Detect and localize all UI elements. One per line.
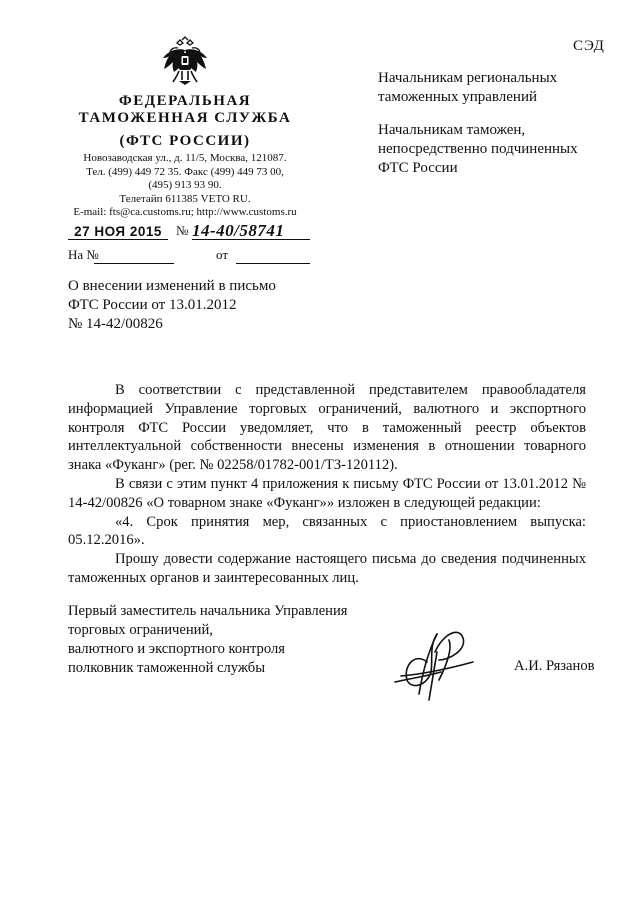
org-name-line1: ФЕДЕРАЛЬНАЯ	[118, 93, 252, 109]
handwritten-signature-icon	[393, 616, 477, 702]
body-paragraph: В соответствии с представленной представителем правообладателя информацией Управление торговых ограничений, валютного и экспортного контроля ФТС России уведомляет, что в таможенный реестр объектов интеллектуальной собственности внесены изменения в отношении товарного знака «Фуканг» (рег. № 02258/01782-001/ТЗ-120112).	[68, 382, 586, 474]
date-underline	[68, 239, 168, 240]
signer-position	[68, 602, 388, 678]
org-teletype: Телетайп 611385 VETO RU.	[119, 192, 251, 205]
ref-from-label: от	[216, 247, 229, 262]
addressee-line: непосредственно подчиненных	[378, 141, 578, 157]
signer-line: Первый заместитель начальника Управления	[68, 603, 348, 619]
ref-date-blank	[236, 263, 310, 264]
body-paragraph: «4. Срок принятия мер, связанных с приостановлением выпуска: 05.12.2016».	[68, 513, 586, 549]
letter-body	[68, 381, 586, 588]
addressee-block	[378, 69, 618, 178]
org-name-line2: ТАМОЖЕННАЯ СЛУЖБА	[78, 110, 292, 126]
addressee-customs	[378, 121, 618, 178]
body-paragraph: Прошу довести содержание настоящего письма до сведения подчиненных таможенных органов и заинтересованных лиц.	[68, 551, 586, 586]
addressee-line: Начальникам таможен,	[378, 122, 526, 138]
registration-row	[68, 222, 313, 242]
addressee-line: Начальникам региональных	[378, 70, 558, 86]
subject-line: О внесении изменений в письмо	[68, 278, 276, 294]
addressee-line: ФТС России	[378, 160, 458, 176]
reference-row	[68, 246, 313, 266]
org-contacts	[60, 152, 310, 220]
subject-line: № 14-42/00826	[68, 316, 163, 332]
org-abbreviation: (ФТС РОССИИ)	[119, 133, 251, 149]
number-label: №	[176, 223, 189, 238]
signer-line: валютного и экспортного контроля	[68, 641, 285, 657]
registration-date: 27 НОЯ 2015	[74, 224, 162, 239]
organization-header	[60, 93, 310, 150]
subject-line: ФТС России от 13.01.2012	[68, 297, 237, 313]
ref-number-blank	[94, 263, 174, 264]
org-phone: Тел. (499) 449 72 35. Факс (499) 449 73 00,	[86, 165, 284, 178]
ref-number-label: На №	[68, 247, 99, 262]
letter-subject	[68, 277, 328, 334]
registration-number: 14-40/58741	[192, 221, 285, 240]
addressee-regional	[378, 69, 618, 107]
body-paragraph: В связи с этим пункт 4 приложения к письму ФТС России от 13.01.2012 № 14-42/00826 «О товарном знаке «Фуканг»» изложен в следующей редакции:	[68, 475, 586, 511]
org-email-web: E-mail: fts@ca.customs.ru; http://www.customs.ru	[73, 206, 297, 218]
org-address: Новозаводская ул., д. 11/5, Москва, 121087.	[83, 152, 287, 164]
coat-of-arms-icon	[160, 36, 210, 86]
signer-line: полковник таможенной службы	[68, 660, 266, 676]
sed-mark: СЭД	[573, 38, 605, 54]
addressee-line: таможенных управлений	[378, 89, 538, 105]
signer-name: А.И. Рязанов	[514, 658, 595, 674]
signer-line: торговых ограничений,	[68, 622, 213, 638]
org-phone2: (495) 913 93 90.	[148, 179, 222, 191]
